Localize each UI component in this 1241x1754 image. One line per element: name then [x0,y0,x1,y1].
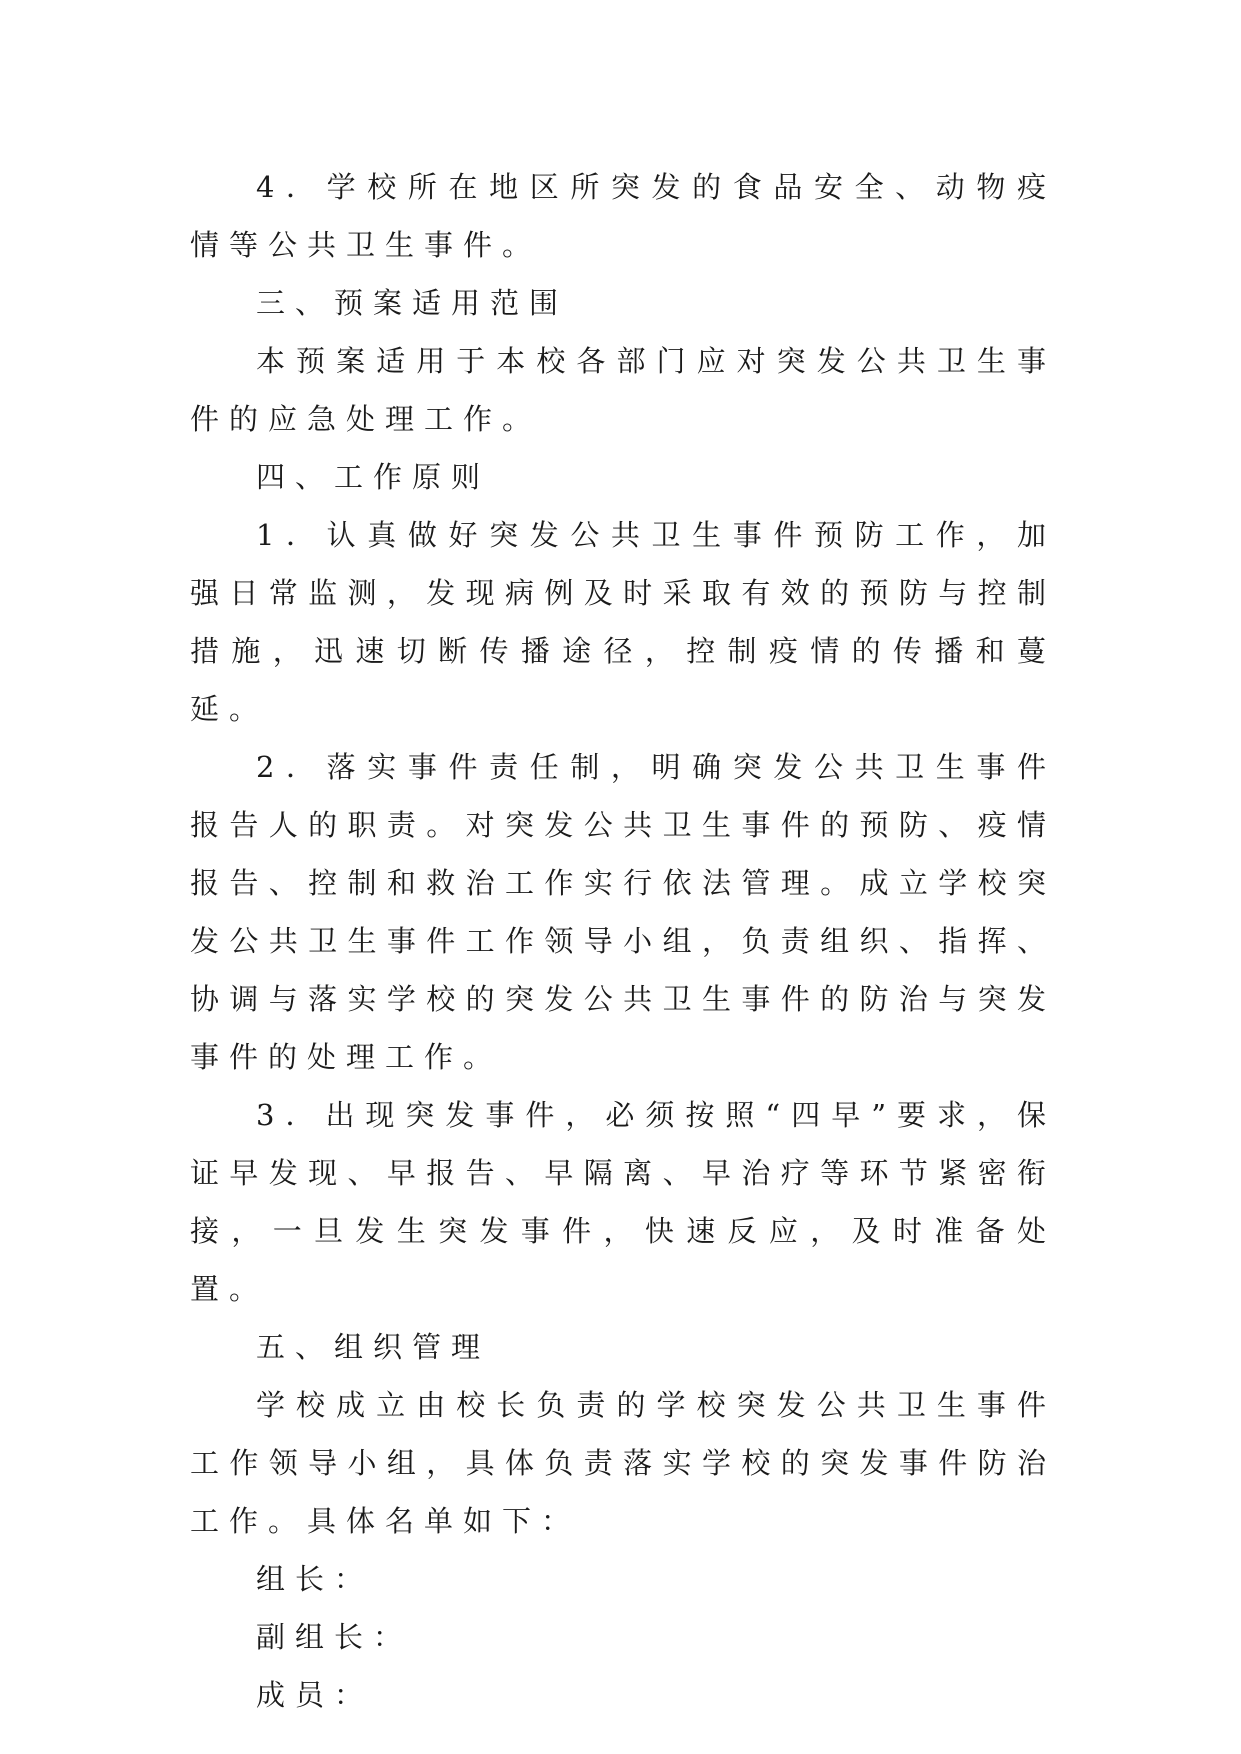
scope-paragraph: 本预案适用于本校各部门应对突发公共卫生事件的应急处理工作。 [190,344,1056,436]
principle-3: 3．出现突发事件，必须按照“四早”要求，保证早发现、早报告、早隔离、早治疗等环节紧密衔接，一旦发生突发事件，快速反应，及时准备处置。 [190,1098,1056,1306]
principle-2: 2．落实事件责任制，明确突发公共卫生事件报告人的职责。对突发公共卫生事件的预防、疫情报告、控制和救治工作实行依法管理。成立学校突发公共卫生事件工作领导小组，负责组织、指挥、协调与落实学校的突发公共卫生事件的防治与突发事件的处理工作。 [190,750,1056,1074]
section-heading-scope: 三、预案适用范围 [256,286,569,320]
organization-paragraph: 学校成立由校长负责的学校突发公共卫生事件工作领导小组，具体负责落实学校的突发事件防治工作。具体名单如下： [190,1388,1056,1538]
members-label: 成员： [256,1678,374,1712]
principle-1: 1．认真做好突发公共卫生事件预防工作，加强日常监测，发现病例及时采取有效的预防与控制措施，迅速切断传播途径，控制疫情的传播和蔓延。 [190,518,1056,726]
item-4-food-safety: 4．学校所在地区所突发的食品安全、动物疫情等公共卫生事件。 [190,170,1056,262]
section-heading-principles: 四、工作原则 [256,460,491,494]
document-body [190,158,1056,1724]
section-heading-organization: 五、组织管理 [256,1330,491,1364]
team-leader-label: 组长： [256,1562,374,1596]
deputy-leader-label: 副组长： [256,1620,413,1654]
